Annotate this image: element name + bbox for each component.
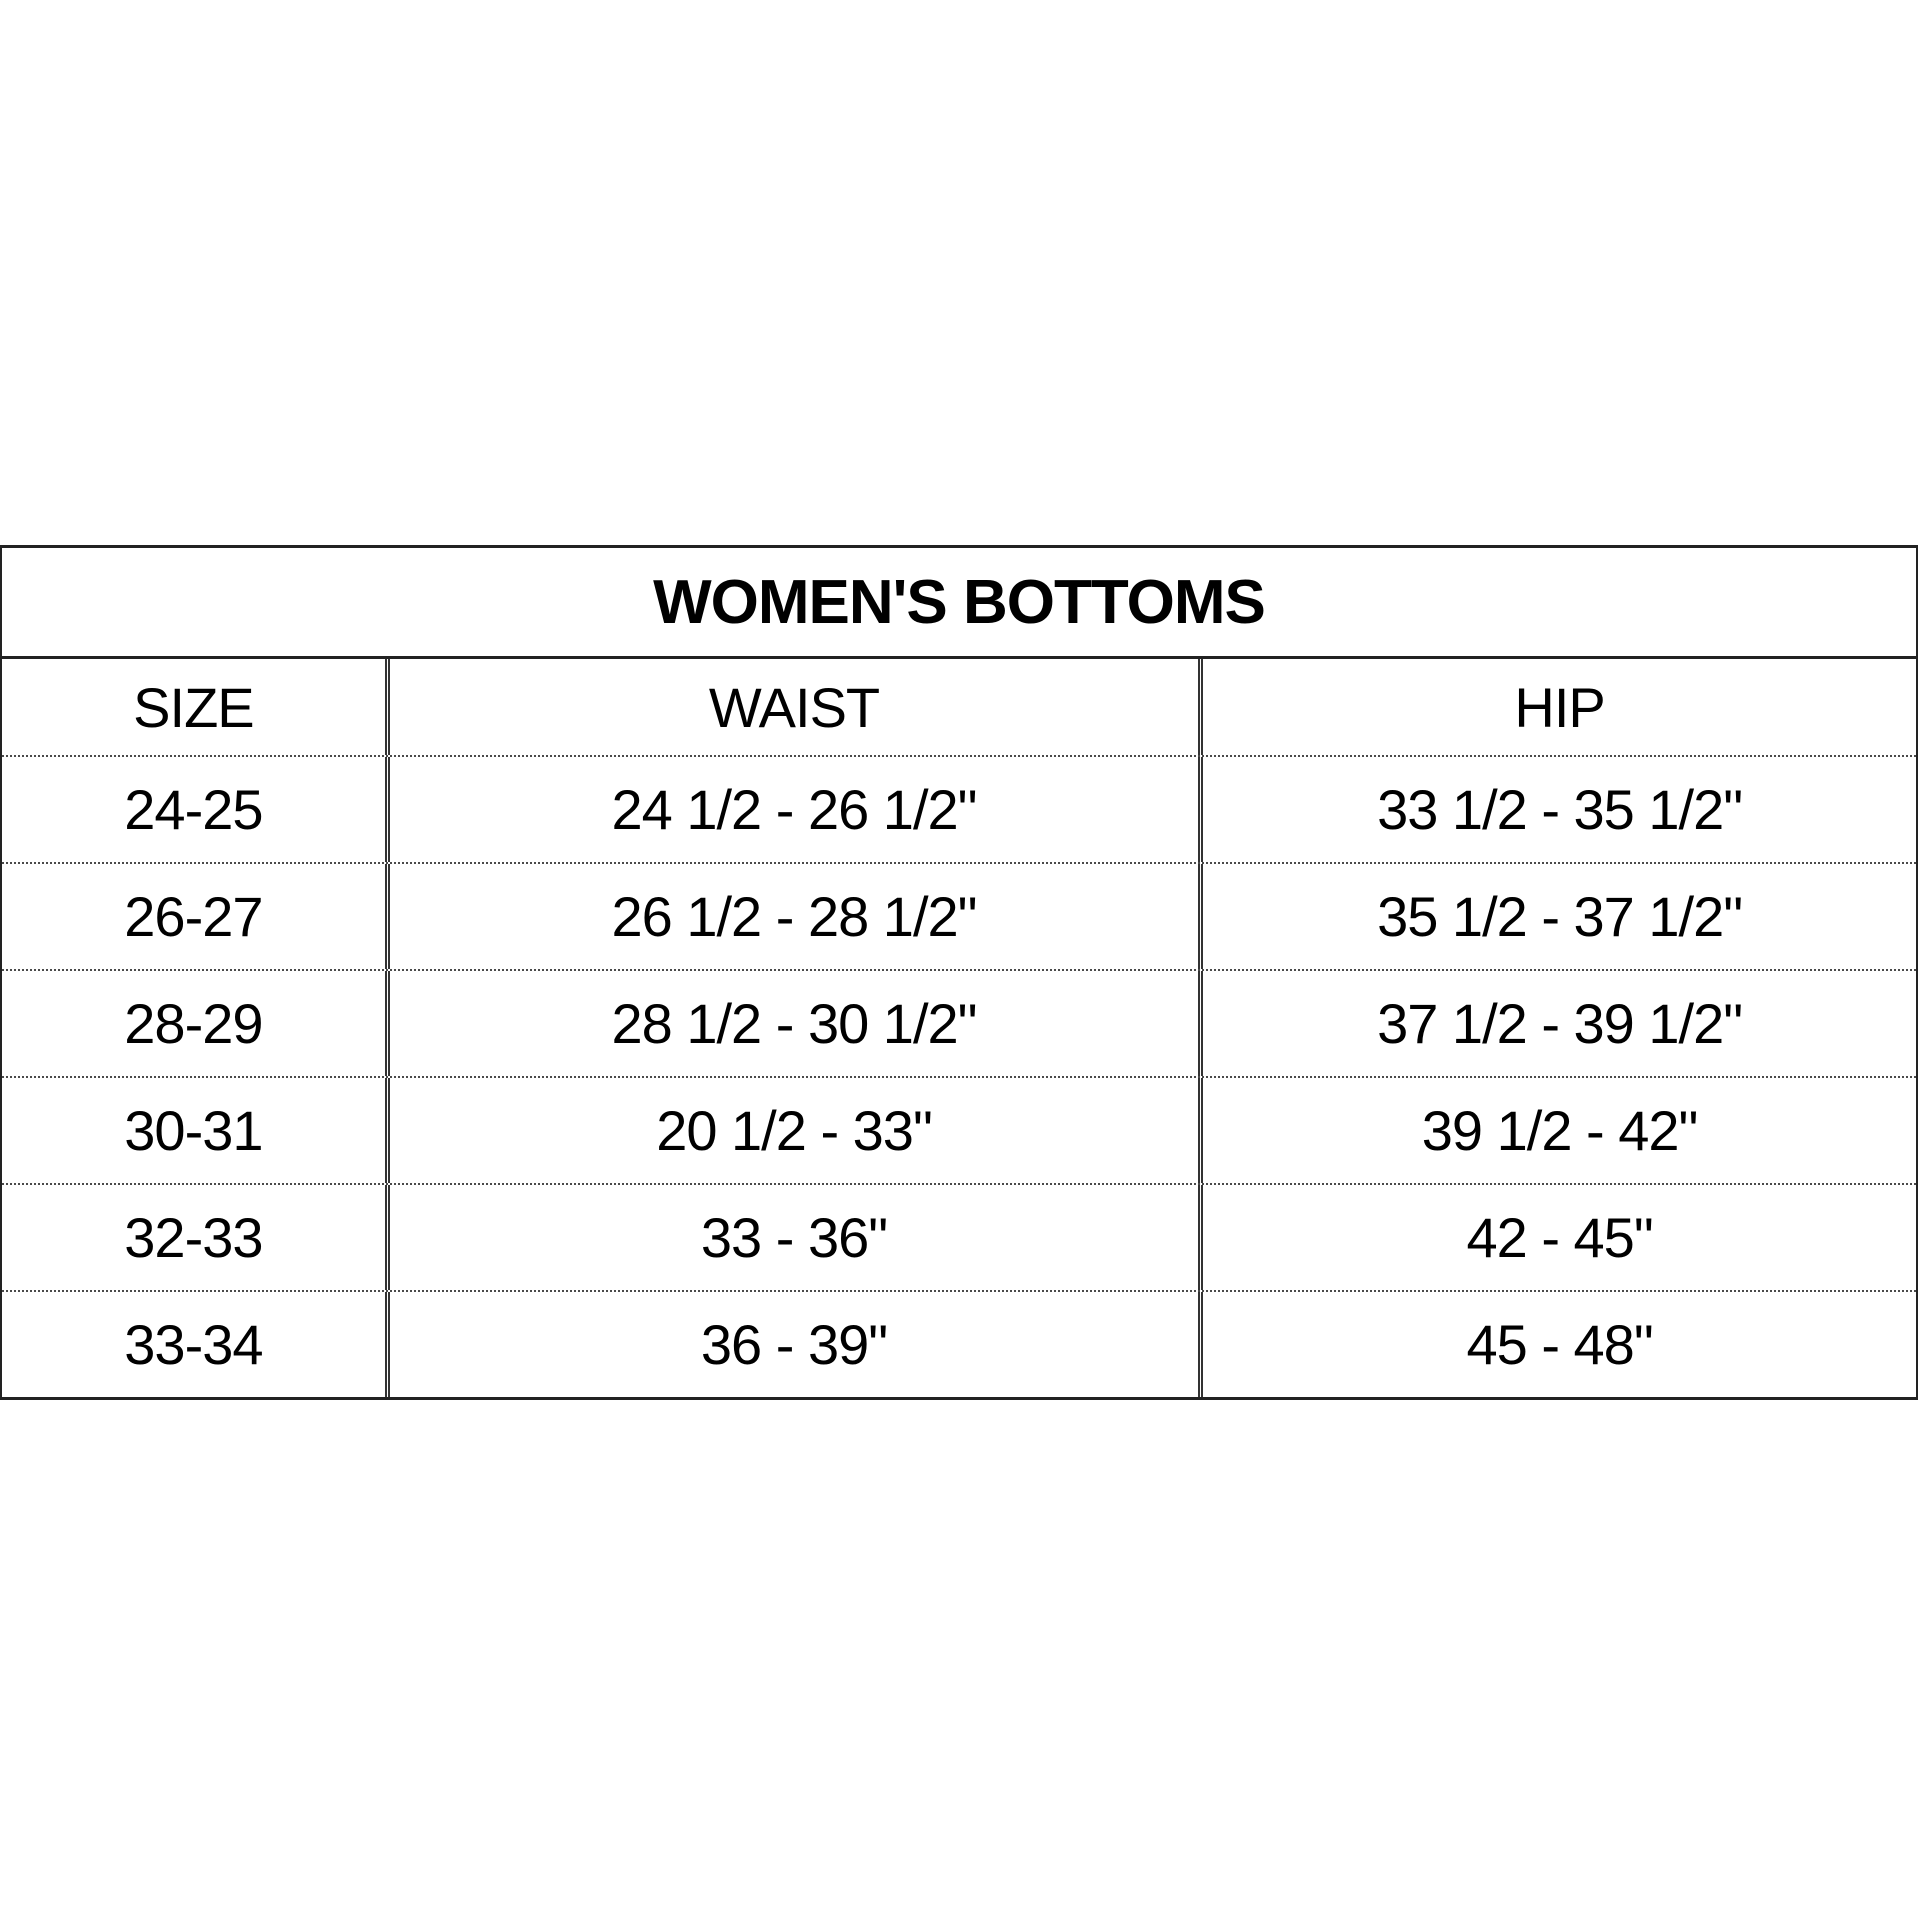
hip-cell: 35 1/2 - 37 1/2" <box>1198 864 1916 969</box>
waist-cell: 28 1/2 - 30 1/2" <box>385 971 1198 1076</box>
size-chart-table <box>0 545 1918 1400</box>
table-row <box>2 862 1916 969</box>
hip-cell: 33 1/2 - 35 1/2" <box>1198 757 1916 862</box>
table-row <box>2 969 1916 1076</box>
table-row <box>2 1183 1916 1290</box>
size-cell: 28-29 <box>124 992 263 1055</box>
table-row <box>2 1076 1916 1183</box>
size-column-header: SIZE <box>133 675 254 739</box>
table-title-row <box>2 548 1916 659</box>
hip-cell: 37 1/2 - 39 1/2" <box>1198 971 1916 1076</box>
waist-cell: 26 1/2 - 28 1/2" <box>385 864 1198 969</box>
hip-column-header: HIP <box>1198 659 1916 755</box>
hip-cell: 42 - 45" <box>1198 1185 1916 1290</box>
hip-cell: 45 - 48" <box>1198 1292 1916 1397</box>
table-title: WOMEN'S BOTTOMS <box>653 567 1265 637</box>
size-cell: 33-34 <box>124 1313 263 1376</box>
table-header-row <box>2 659 1916 755</box>
table-row <box>2 755 1916 862</box>
size-cell: 24-25 <box>124 778 263 841</box>
waist-cell: 20 1/2 - 33" <box>385 1078 1198 1183</box>
hip-cell: 39 1/2 - 42" <box>1198 1078 1916 1183</box>
size-cell: 26-27 <box>124 885 263 948</box>
size-cell: 32-33 <box>124 1206 263 1269</box>
waist-column-header: WAIST <box>385 659 1198 755</box>
waist-cell: 24 1/2 - 26 1/2" <box>385 757 1198 862</box>
table-row <box>2 1290 1916 1397</box>
waist-cell: 33 - 36" <box>385 1185 1198 1290</box>
waist-cell: 36 - 39" <box>385 1292 1198 1397</box>
size-cell: 30-31 <box>124 1099 263 1162</box>
